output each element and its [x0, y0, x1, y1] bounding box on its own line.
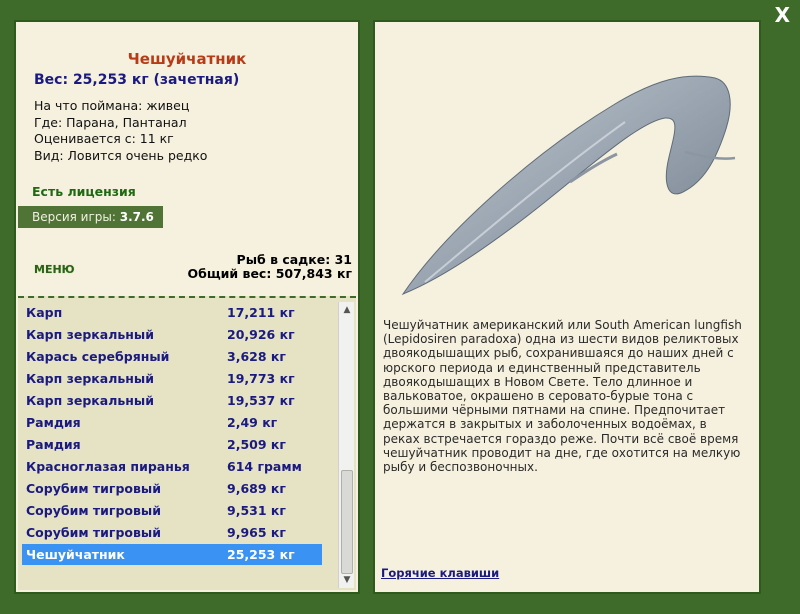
- fish-description-panel: [373, 20, 761, 594]
- fish-weight: Вес: 25,253 кг (зачетная): [34, 72, 240, 88]
- hotkeys-link[interactable]: Горячие клавиши: [381, 566, 500, 580]
- fish-name: Рамдия: [26, 437, 81, 452]
- license-status: Есть лицензия: [32, 184, 136, 199]
- list-item[interactable]: [22, 456, 322, 477]
- lungfish-image: [385, 32, 755, 312]
- fish-name: Карп зеркальный: [26, 371, 154, 386]
- list-item[interactable]: [22, 478, 322, 499]
- keepnet-stats: [188, 253, 353, 281]
- list-item[interactable]: [22, 412, 322, 433]
- menu-button[interactable]: МЕНЮ: [34, 263, 75, 276]
- version-value: 3.7.6: [119, 210, 154, 224]
- fish-info-panel: [14, 20, 360, 594]
- close-button[interactable]: X: [774, 3, 790, 27]
- fish-weight-value: 19,773 кг: [227, 371, 295, 386]
- fish-weight-value: 20,926 кг: [227, 327, 295, 342]
- rating-info: Оценивается с: 11 кг: [34, 131, 174, 146]
- fish-name: Сорубим тигровый: [26, 503, 161, 518]
- fish-weight-value: 2,49 кг: [227, 415, 278, 430]
- fish-weight-value: 9,531 кг: [227, 503, 286, 518]
- fish-name: Карп: [26, 305, 63, 320]
- list-item[interactable]: [22, 368, 322, 389]
- list-item[interactable]: [22, 522, 322, 543]
- fish-weight-value: 2,509 кг: [227, 437, 286, 452]
- version-bar: [18, 206, 163, 228]
- fish-weight-value: 17,211 кг: [227, 305, 295, 320]
- fish-weight-value: 3,628 кг: [227, 349, 286, 364]
- fish-title: Чешуйчатник: [127, 50, 247, 68]
- fish-name: Красноглазая пиранья: [26, 459, 190, 474]
- species-info: Вид: Ловится очень редко: [34, 147, 208, 163]
- fish-count: Рыб в садке: 31: [236, 252, 352, 267]
- list-item[interactable]: [22, 544, 322, 565]
- fish-name: Карп зеркальный: [26, 393, 154, 408]
- list-item[interactable]: [22, 500, 322, 521]
- fish-name: Карп зеркальный: [26, 327, 154, 342]
- scroll-thumb[interactable]: [341, 470, 353, 574]
- fish-weight-value: 25,253 кг: [227, 547, 295, 562]
- fish-name: Рамдия: [26, 415, 81, 430]
- fish-name: Карась серебряный: [26, 349, 170, 364]
- fish-weight-value: 614 грамм: [227, 459, 302, 474]
- scroll-up-icon[interactable]: ▲: [343, 305, 351, 315]
- fish-name: Чешуйчатник: [26, 547, 125, 562]
- list-item[interactable]: [22, 390, 322, 411]
- list-item[interactable]: [22, 324, 322, 345]
- fish-weight-value: 9,689 кг: [227, 481, 286, 496]
- catch-list: [18, 296, 356, 590]
- fish-weight-value: 9,965 кг: [227, 525, 286, 540]
- list-item[interactable]: [22, 302, 322, 323]
- list-item[interactable]: [22, 434, 322, 455]
- bait-info: На что поймана: живец: [34, 98, 190, 113]
- list-scrollbar[interactable]: [338, 302, 354, 588]
- scroll-down-icon[interactable]: ▼: [343, 575, 351, 585]
- fish-name: Сорубим тигровый: [26, 481, 161, 496]
- list-item[interactable]: [22, 346, 322, 367]
- version-label: Версия игры:: [32, 210, 116, 224]
- location-info: Где: Парана, Пантанал: [34, 114, 187, 130]
- fish-weight-value: 19,537 кг: [227, 393, 295, 408]
- fish-details: [34, 98, 207, 164]
- fish-description: Чешуйчатник американский или South American lungfish (Lepidosiren paradoxa) одна из шести видов реликтовых двоякодышащих рыб, сохранившаяся до наших дней с юрского периода и единственный представитель двоякодышащих в Новом Свете. Тело длинное и вальковатое, окрашено в серовато-бурые тона с большими чёрными пятнами на спине. Предпочитает держатся в закрытых и заболоченных водоёмах, в реках встречается гораздо реже. Почти всё своё время чешуйчатник проводит на дне, где охотится на мелкую рыбу и беспозвоночных.: [383, 318, 742, 475]
- total-weight: Общий вес: 507,843 кг: [187, 266, 352, 281]
- fish-name: Сорубим тигровый: [26, 525, 161, 540]
